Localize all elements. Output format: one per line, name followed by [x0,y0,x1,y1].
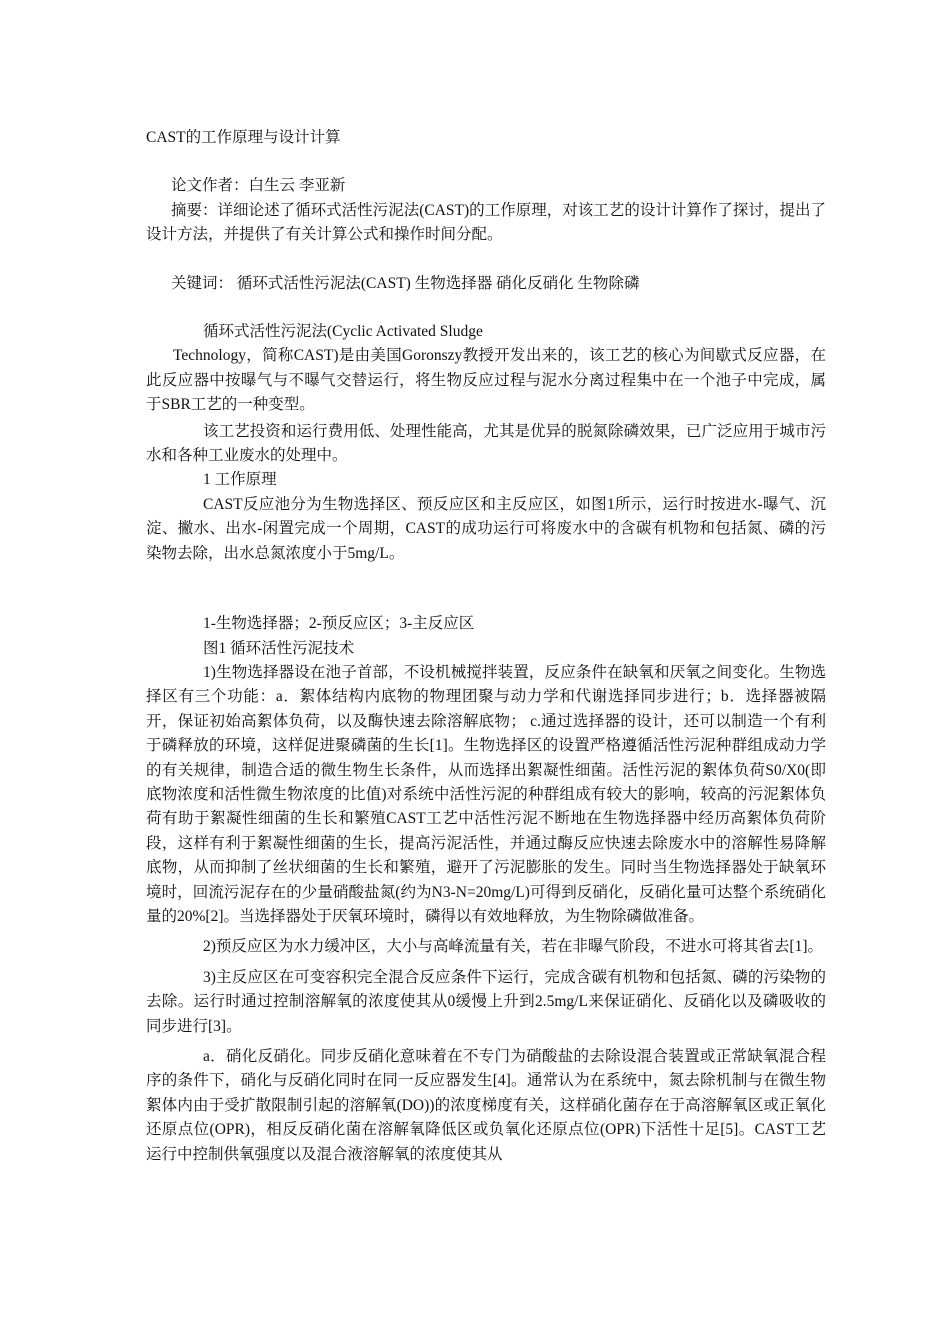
author-line: 论文作者：白生云 李亚新 [171,177,346,195]
figure-legend: 1-生物选择器；2-预反应区；3-主反应区 [203,615,475,633]
mainreaction-paragraph: 3)主反应区在可变容积完全混合反应条件下运行，完成含碳有机物和包括氮、磷的污染物的去除。运行时通过控制溶解氧的浓度使其从0缓慢上升到2.5mg/L来保证硝化、反硝化以及磷吸收的同步进行[3]。 [146,968,826,1035]
abstract-paragraph: 摘要：详细论述了循环式活性污泥法(CAST)的工作原理，对该工艺的设计计算作了探讨，提出了设计方法，并提供了有关计算公式和操作时间分配。 [146,201,826,244]
intro-first-line: 循环式活性污泥法(Cyclic Activated Sludge [203,323,483,341]
document-title: CAST的工作原理与设计计算 [146,129,341,146]
selector-paragraph: 1)生物选择器设在池子首部，不设机械搅拌装置，反应条件在缺氧和厌氧之间变化。生物选择区有三个功能：a．絮体结构内底物的物理团聚与动力学和代谢选择同步进行；b．选择器被隔开，保证初始高絮体负荷，以及酶快速去除溶解底物； c.通过选择器的设计，还可以制造一个有利于磷释放的环境，这样促进聚磷菌的生长[1]。生物选择区的设置严格遵循活性污泥种群组成动力学的有关规律，制造合适的微生物生长条件，从而选择出絮凝性细菌。活性污泥的絮体负荷S0/X0(即底物浓度和活性微生物浓度的比值)对系统中活性污泥的种群组成有较大的影响，较高的污泥絮体负荷有助于絮凝性细菌的生长和繁殖CAST工艺中活性污泥不断地在生物选择器中经历高絮体负荷阶段，这样有利于絮凝性细菌的生长，提高污泥活性，并通过酶反应快速去除废水中的溶解性易降解底物，从而抑制了丝状细菌的生长和繁殖，避开了污泥膨胀的发生。同时当生物选择器处于缺氧环境时，回流污泥存在的少量硝酸盐氮(约为N3-N=20mg/L)可得到反硝化，反硝化量可达整个系统硝化量的20%[2]。当选择器处于厌氧环境时，磷得以有效地释放，为生物除磷做准备。 [146,663,826,925]
principle-paragraph: CAST反应池分为生物选择区、预反应区和主反应区，如图1所示，运行时按进水-曝气、沉淀、撇水、出水-闲置完成一个周期，CAST的成功运行可将废水中的含碳有机物和包括氮、磷的污染物去除，出水总氮浓度小于5mg/L。 [146,495,826,562]
document-body [146,126,826,1167]
prereaction-paragraph: 2)预反应区为水力缓冲区，大小与高峰流量有关，若在非曝气阶段，不进水可将其省去[1]。 [203,938,823,956]
intro-paragraph: Technology，简称CAST)是由美国Goronszy教授开发出来的，该工艺的核心为间歇式反应器，在此反应器中按曝气与不曝气交替运行，将生物反应过程与泥水分离过程集中在一个池子中完成，属于SBR工艺的一种变型。 [146,347,826,414]
figure-caption: 图1 循环活性污泥技术 [203,639,355,657]
application-paragraph: 该工艺投资和运行费用低、处理性能高，尤其是优异的脱氮除磷效果，已广泛应用于城市污水和各种工业废水的处理中。 [146,422,826,465]
keywords-line: 关键词： 循环式活性污泥法(CAST) 生物选择器 硝化反硝化 生物除磷 [171,274,640,292]
nitrification-paragraph: a．硝化反硝化。同步反硝化意味着在不专门为硝酸盐的去除设混合装置或正常缺氧混合程序的条件下，硝化与反硝化同时在同一反应器发生[4]。通常认为在系统中，氮去除机制与在微生物絮体内由于受扩散限制引起的溶解氧(DO))的浓度梯度有关，这样硝化菌存在于高溶解氧区或正氧化还原点位(OPR)，相反反硝化菌在溶解氧降低区或负氧化还原点位(OPR)下活性十足[5]。CAST工艺运行中控制供氧强度以及混合液溶解氧的浓度使其从 [146,1048,826,1163]
section-heading-principle: 1 工作原理 [203,471,277,489]
